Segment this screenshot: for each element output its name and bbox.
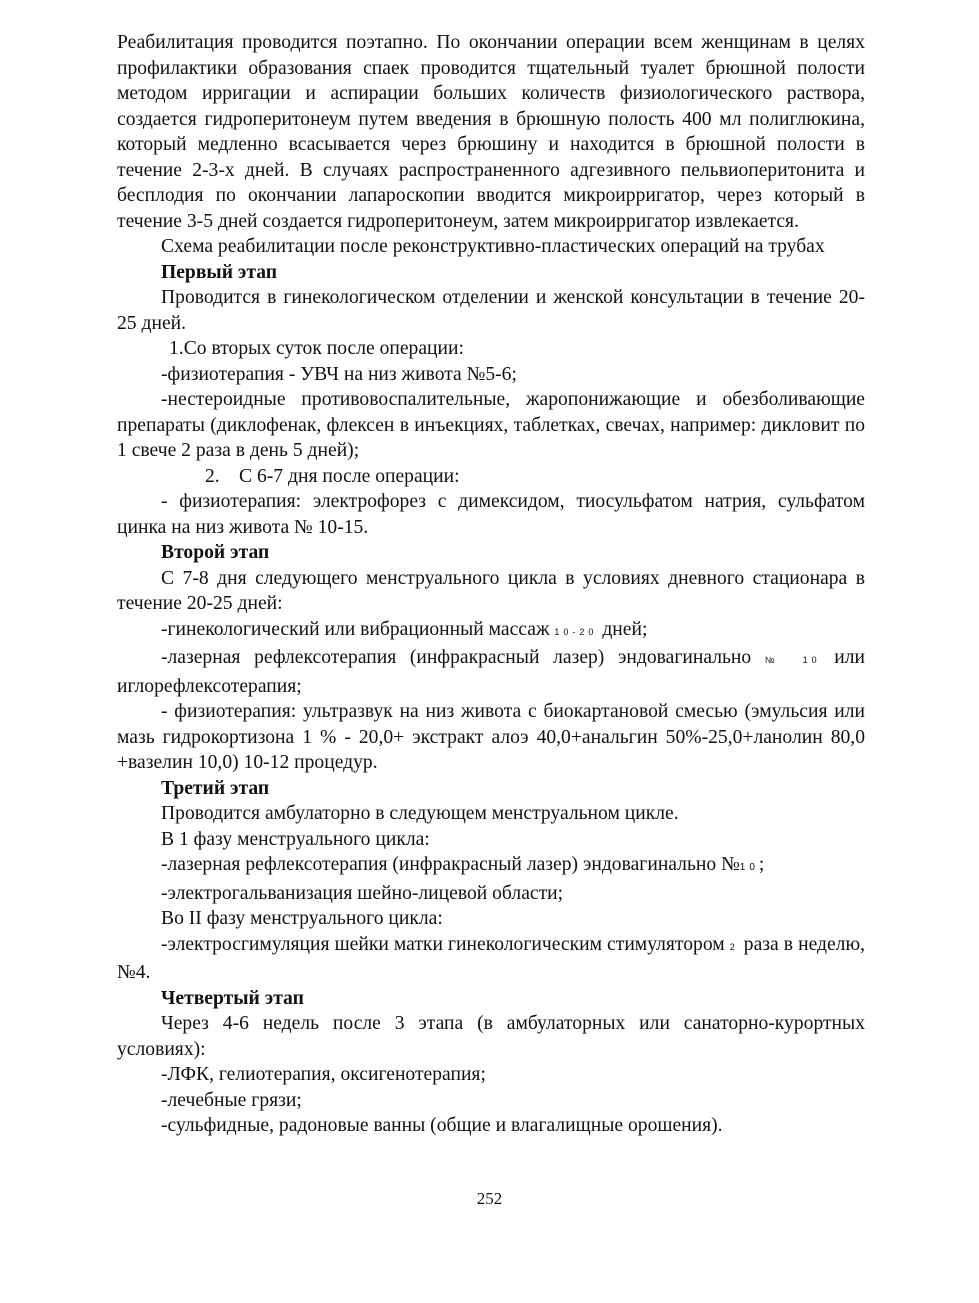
paragraph-stage-4-desc: Через 4-6 недель после 3 этапа (в амбулаторных или санаторно-курортных условиях):: [117, 1013, 865, 1060]
list-item-electrophoresis: - физиотерапия: электрофорез с димексидом, тиосульфатом натрия, сульфатом цинка на низ живота № 10-15.: [117, 491, 865, 538]
paragraph-stage-1-desc: Проводится в гинекологическом отделении и женской консультации в течение 20-25 дней.: [117, 287, 865, 334]
small-number: 10-20: [554, 626, 598, 637]
heading-stage-3: Третий этап: [161, 777, 270, 799]
heading-stage-4: Четвертый этап: [161, 987, 304, 1009]
small-number: 10: [739, 862, 759, 873]
page-number: 252: [476, 1189, 503, 1208]
list-item-2-text: С 6-7 дня после операции:: [239, 465, 460, 487]
list-item-stimulation: -электросгимуляция шейки матки гинекологическим стимулятором 2 раза в неделю, №4.: [117, 933, 865, 983]
paragraph-scheme-title: Схема реабилитации после реконструктивно-пластических операций на трубах: [161, 236, 825, 257]
paragraph-intro: Реабилитация проводится поэтапно. По окончании операции всем женщинам в целях профилактики образования спаек проводится тщательный туалет брюшной полости методом ирригации и аспирации больших количеств физиологического раствора, создается гидроперитонеум путем введения в брюшную полость 400 мл полиглюкина, который медленно всасывается через брюшину и находится в брюшной полости в течение 2-3-х дней. В случаях распространенного адгезивного пельвиоперитонита и бесплодия по окончании лапароскопии вводится микроирригатор, через который в течение 3-5 дней создается гидроперитонеум, затем микроирригатор извлекается.: [117, 32, 865, 232]
paragraph-phase-1: В 1 фазу менструального цикла:: [161, 828, 430, 850]
list-item-uhf: -физиотерапия - УВЧ на низ живота №5-6;: [161, 363, 517, 385]
list-item-1: 1.Со вторых суток после операции:: [169, 338, 464, 359]
list-item-ultrasound: - физиотерапия: ультразвук на низ живота с биокартановой смесью (эмульсия или мазь гидрокортизона 1 % - 20,0+ экстракт алоэ 40,0+анальгин 50%-25,0+ланолин 80,0 +вазелин 10,0) 10-12 процедур.: [117, 701, 865, 773]
list-item-laser-2: -лазерная рефлексотерапия (инфракрасный лазер) эндовагинально №10;: [161, 854, 765, 875]
paragraph-phase-2: Во II фазу менструального цикла:: [161, 908, 443, 929]
list-item-2: [117, 464, 865, 490]
heading-stage-1: Первый этап: [161, 261, 278, 283]
paragraph-stage-3-desc: Проводится амбулаторно в следующем менструальном цикле.: [161, 803, 679, 824]
list-item-galvanization: -электрогальванизация шейно-лицевой области;: [161, 882, 564, 904]
paragraph-stage-2-desc: С 7-8 дня следующего менструального цикла в условиях дневного стационара в течение 20-25 дней:: [117, 567, 865, 614]
small-number: 2: [729, 941, 739, 952]
list-item-baths: -сульфидные, радоновые ванны (общие и влагалищные орошения).: [161, 1115, 723, 1136]
list-item-mud: -лечебные грязи;: [161, 1089, 302, 1111]
list-item-lfk: -ЛФК, гелиотерапия, оксигенотерапия;: [161, 1064, 486, 1085]
heading-stage-2: Второй этап: [161, 542, 270, 563]
list-number: 2.: [205, 465, 220, 487]
list-item-massage: -гинекологический или вибрационный массаж 10-20 дней;: [161, 618, 648, 640]
list-item-nsaids: -нестероидные противовоспалительные, жаропонижающие и обезболивающие препараты (диклофенак, флексен в инъекциях, таблетках, свечах, например: дикловит по 1 свече 2 раза в день 5 дней);: [117, 389, 865, 461]
small-number: № 10: [764, 655, 821, 665]
list-item-laser: -лазерная рефлексотерапия (инфракрасный лазер) эндовагинально № 10 или иглорефлексотерапия;: [117, 647, 866, 697]
